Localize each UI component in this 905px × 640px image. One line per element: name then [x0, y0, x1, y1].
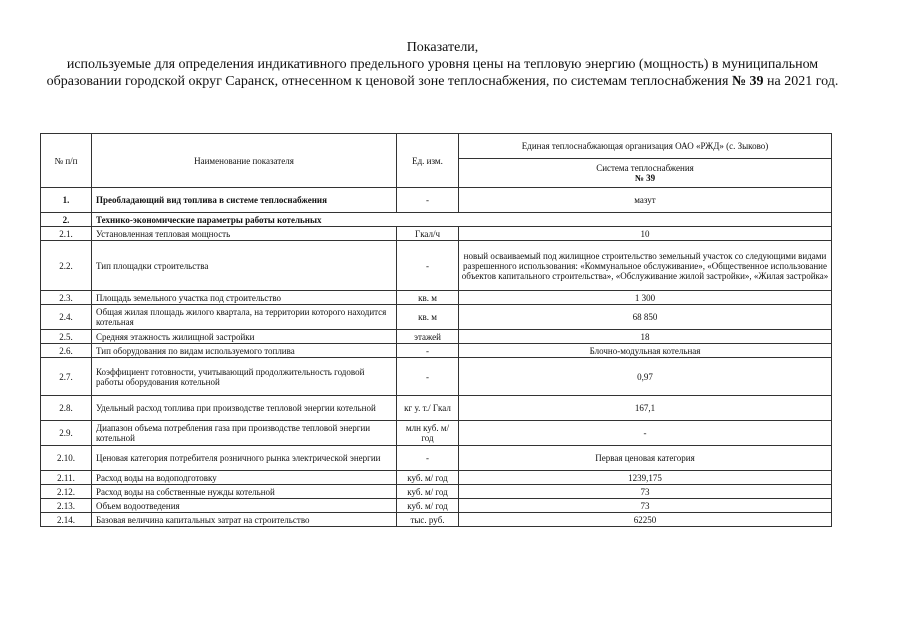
row-value: Блочно-модульная котельная	[459, 344, 832, 358]
row-value: 167,1	[459, 396, 832, 421]
table-row	[41, 513, 832, 527]
row-unit: -	[397, 358, 459, 396]
row-num: 2.8.	[41, 396, 92, 421]
table-row	[41, 499, 832, 513]
table-row	[41, 471, 832, 485]
row-value: 68 850	[459, 305, 832, 330]
row-num: 2.10.	[41, 446, 92, 471]
row-num: 2.13.	[41, 499, 92, 513]
table-row	[41, 213, 832, 227]
row-num: 2.4.	[41, 305, 92, 330]
row-value: 62250	[459, 513, 832, 527]
row-value: 0,97	[459, 358, 832, 396]
row-name: Коэффициент готовности, учитывающий продолжительность годовой работы оборудования котельной	[92, 358, 397, 396]
row-unit: кв. м	[397, 291, 459, 305]
table-row	[41, 291, 832, 305]
row-value: 1 300	[459, 291, 832, 305]
row-name: Средняя этажность жилищной застройки	[92, 330, 397, 344]
header-system-label: Система теплоснабжения	[596, 163, 694, 173]
row-unit: -	[397, 188, 459, 213]
row-name: Базовая величина капитальных затрат на строительство	[92, 513, 397, 527]
row-num: 1.	[41, 188, 92, 213]
row-value: 18	[459, 330, 832, 344]
table-row	[41, 227, 832, 241]
row-name: Установленная тепловая мощность	[92, 227, 397, 241]
header-col-unit: Ед. изм.	[397, 134, 459, 188]
row-num: 2.2.	[41, 241, 92, 291]
header-col-name: Наименование показателя	[92, 134, 397, 188]
row-unit: тыс. руб.	[397, 513, 459, 527]
table-header-row	[41, 134, 832, 159]
header-org: Единая теплоснабжающая организация ОАО «РЖД» (с. Зыково)	[459, 134, 832, 159]
heading-title: Показатели,	[406, 40, 479, 55]
heading-subtitle	[40, 56, 845, 90]
row-name: Объем водоотведения	[92, 499, 397, 513]
indicators-table	[40, 133, 832, 527]
row-name: Площадь земельного участка под строительство	[92, 291, 397, 305]
row-unit: Гкал/ч	[397, 227, 459, 241]
row-name: Тип оборудования по видам используемого топлива	[92, 344, 397, 358]
table-row	[41, 358, 832, 396]
row-num: 2.11.	[41, 471, 92, 485]
row-unit: этажей	[397, 330, 459, 344]
row-num: 2.6.	[41, 344, 92, 358]
table-row	[41, 421, 832, 446]
row-value: 73	[459, 485, 832, 499]
header-system	[459, 159, 832, 188]
row-name: Преобладающий вид топлива в системе теплоснабжения	[92, 188, 397, 213]
row-num: 2.12.	[41, 485, 92, 499]
table-row	[41, 305, 832, 330]
row-unit: -	[397, 241, 459, 291]
heading-text-before: используемые для определения индикативного предельного уровня цены на тепловую энергию (мощность) в муниципальном образовании городской округ Саранск, отнесенном к ценовой зоне теплоснабжения, по системам теплоснабжения	[46, 57, 819, 89]
header-col-num: № п/п	[41, 134, 92, 188]
table-row	[41, 446, 832, 471]
row-num: 2.1.	[41, 227, 92, 241]
row-unit: куб. м/ год	[397, 499, 459, 513]
table-row	[41, 188, 832, 213]
document-heading	[40, 39, 845, 90]
row-unit: кг у. т./ Гкал	[397, 396, 459, 421]
heading-text-after: на 2021 год.	[767, 74, 839, 89]
table-row	[41, 344, 832, 358]
row-unit: куб. м/ год	[397, 485, 459, 499]
row-value: 73	[459, 499, 832, 513]
row-name: Тип площадки строительства	[92, 241, 397, 291]
row-num: 2.3.	[41, 291, 92, 305]
row-value: 10	[459, 227, 832, 241]
row-name: Общая жилая площадь жилого квартала, на территории которого находится котельная	[92, 305, 397, 330]
row-num: 2.	[41, 213, 92, 227]
row-name: Диапазон объема потребления газа при производстве тепловой энергии котельной	[92, 421, 397, 446]
table-row	[41, 241, 832, 291]
row-name: Расход воды на собственные нужды котельной	[92, 485, 397, 499]
row-value: новый осваиваемый под жилищное строительство земельный участок со следующими видами разрешенного использования: «Коммунальное обслуживание», «Общественное использование объектов капитального строительства», «Обслуживание жилой застройки», «Жилая застройка»	[459, 241, 832, 291]
row-value: 1239,175	[459, 471, 832, 485]
row-value: мазут	[459, 188, 832, 213]
row-unit: кв. м	[397, 305, 459, 330]
row-unit: -	[397, 344, 459, 358]
row-num: 2.14.	[41, 513, 92, 527]
row-name: Ценовая категория потребителя розничного рынка электрической энергии	[92, 446, 397, 471]
row-num: 2.9.	[41, 421, 92, 446]
row-unit: млн куб. м/год	[397, 421, 459, 446]
table-row	[41, 330, 832, 344]
row-name: Удельный расход топлива при производстве тепловой энергии котельной	[92, 396, 397, 421]
row-name: Технико-экономические параметры работы котельных	[92, 213, 832, 227]
row-name: Расход воды на водоподготовку	[92, 471, 397, 485]
row-num: 2.5.	[41, 330, 92, 344]
heading-system-number: № 39	[731, 74, 764, 89]
table-row	[41, 485, 832, 499]
row-num: 2.7.	[41, 358, 92, 396]
table-row	[41, 396, 832, 421]
row-value: -	[459, 421, 832, 446]
header-system-number: № 39	[634, 173, 656, 183]
row-unit: куб. м/ год	[397, 471, 459, 485]
row-unit: -	[397, 446, 459, 471]
row-value: Первая ценовая категория	[459, 446, 832, 471]
